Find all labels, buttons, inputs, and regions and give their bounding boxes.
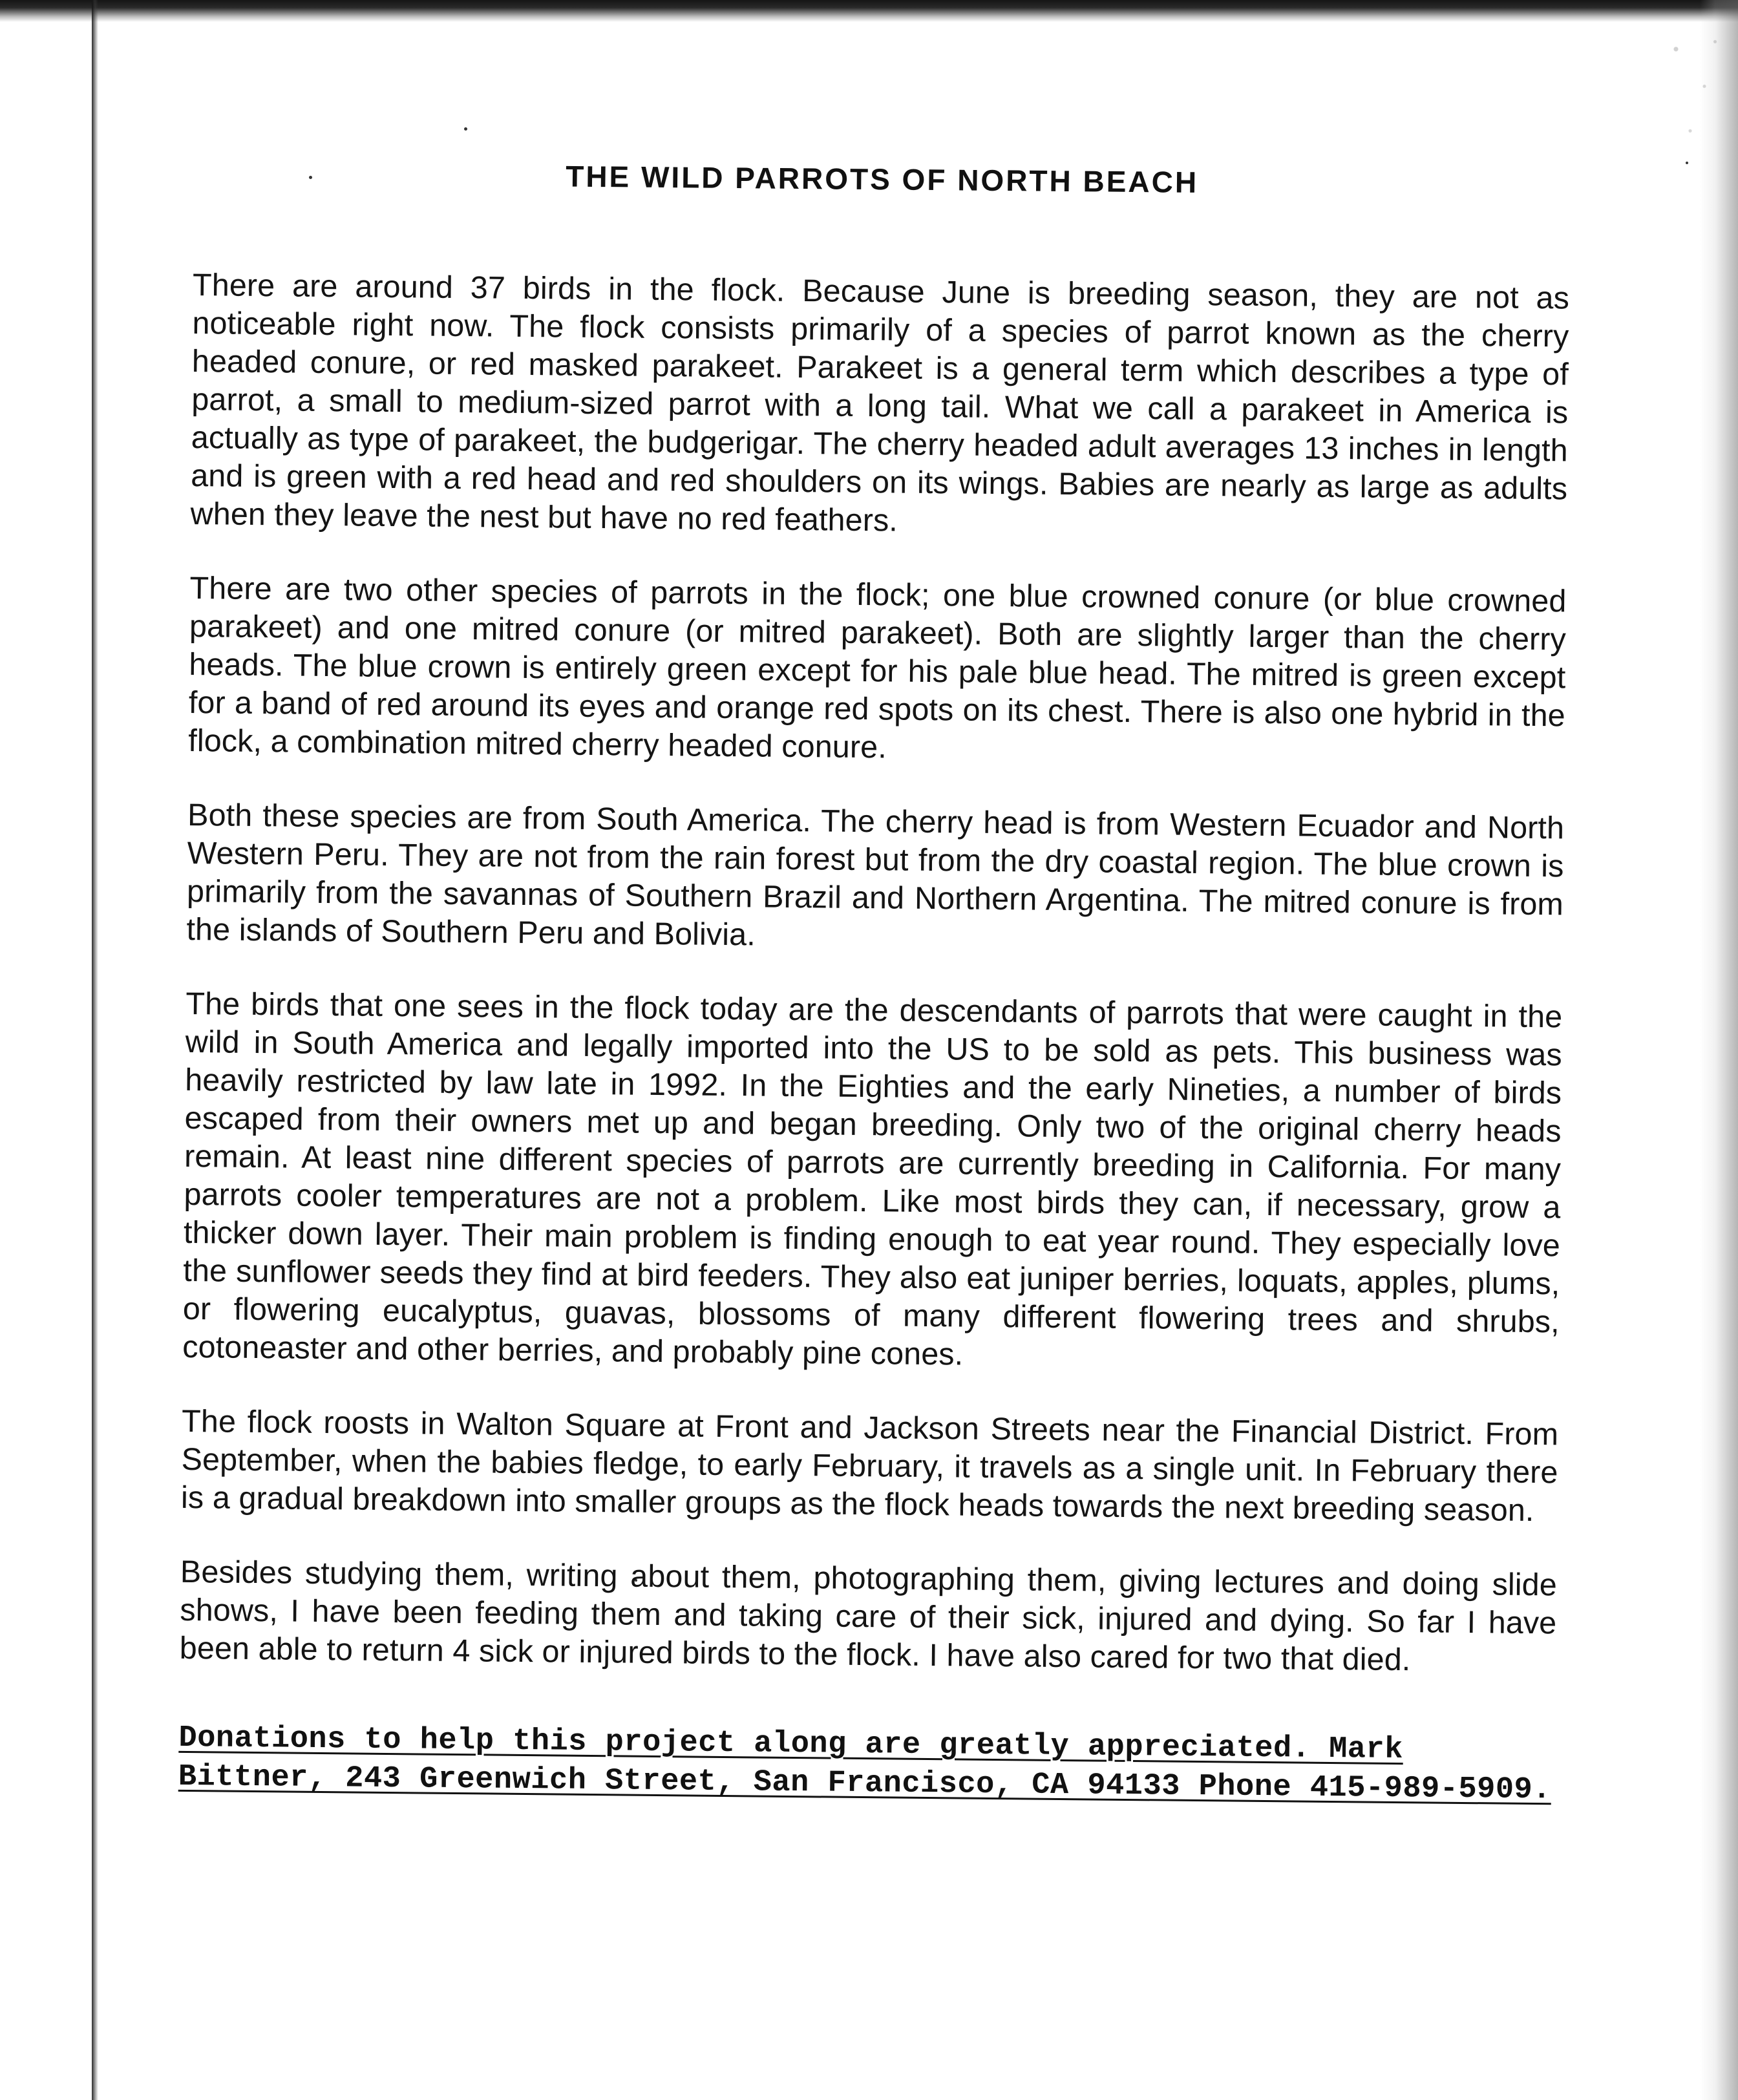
paragraph-roosting: The flock roosts in Walton Square at Front and Jackson Streets near the Financial District. From September, when the babies fledge, to early February, it travels as a single unit. In February there is a gradual breakdown into smaller groups as the flock heads towards the next breeding season. — [180, 1403, 1559, 1528]
paragraph-history-and-diet: The birds that one sees in the flock today are the descendants of parrots that were caught in the wild in South America and legally imported into the US to be sold as pets. This business was heavily restricted by law late in 1992. In the Eighties and the early Nineties, a number of birds escaped from their owners met up and began breeding. Only two of the original cherry heads remain. At least nine different species of parrots are currently breeding in California. For many parrots cooler temperatures are not a problem. Like most birds they can, if necessary, grow a thicker down layer. Their main problem is finding enough to eat year round. They especially love the sunflower seeds they find at bird feeders. They also eat juniper berries, loquats, apples, plums, or flowering eucalyptus, guavas, blossoms of many different flowering trees and shrubs, cotoneaster and other berries, and probably pine cones. — [182, 986, 1563, 1372]
paragraph-flock-overview: There are around 37 birds in the flock. Because June is breeding season, they are not as noticeable right now. The flock consists primarily of a species of parrot known as the cherry headed conure, or red masked parakeet. Parakeet is a general term which describes a type of parrot, a small to medium-sized parrot with a long tail. What we call a parakeet in America is actually as type of parakeet, the budgerigar. The cherry headed adult averages 13 inches in length and is green with a red head and red shoulders on its wings. Babies are nearly as large as adults when they leave the nest but have no red feathers. — [190, 267, 1570, 538]
document-title: THE WILD PARROTS OF NORTH BEACH — [566, 159, 1199, 199]
scan-speck — [464, 127, 467, 131]
scan-right-edge — [1700, 0, 1738, 2100]
scan-speck — [1686, 162, 1688, 164]
donation-note: Donations to help this project along are greatly appreciated. Mark Bittner, 243 Greenwich Street, San Francisco, CA 94133 Phone 415-989-5909. — [178, 1721, 1552, 1808]
document-page — [178, 155, 1571, 1810]
paragraph-other-species: There are two other species of parrots in the flock; one blue crowned conure (or blue crowned parakeet) and one mitred conure (or mitred parakeet). Both are slightly larger than the cherry heads. The blue crown is entirely green except for his pale blue head. The mitred is green except for a band of red around its eyes and orange red spots on its chest. There is also one hybrid in the flock, a combination mitred cherry headed conure. — [188, 570, 1567, 765]
scan-noise — [1655, 19, 1726, 168]
paragraph-care: Besides studying them, writing about them, photographing them, giving lectures and doing slide shows, I have been feeding them and taking care of their sick, injured and dying. So far I have been able to return 4 sick or injured birds to the flock. I have also cared for two that died. — [179, 1554, 1558, 1678]
scan-left-edge — [92, 0, 98, 2100]
scan-top-shadow — [0, 0, 1738, 22]
paragraph-origins: Both these species are from South America. The cherry head is from Western Ecuador and North Western Peru. They are not from the rain forest but from the dry coastal region. The blue crown is primarily from the savannas of Southern Brazil and Northern Argentina. The mitred conure is from the islands of Southern Peru and Bolivia. — [186, 797, 1565, 953]
